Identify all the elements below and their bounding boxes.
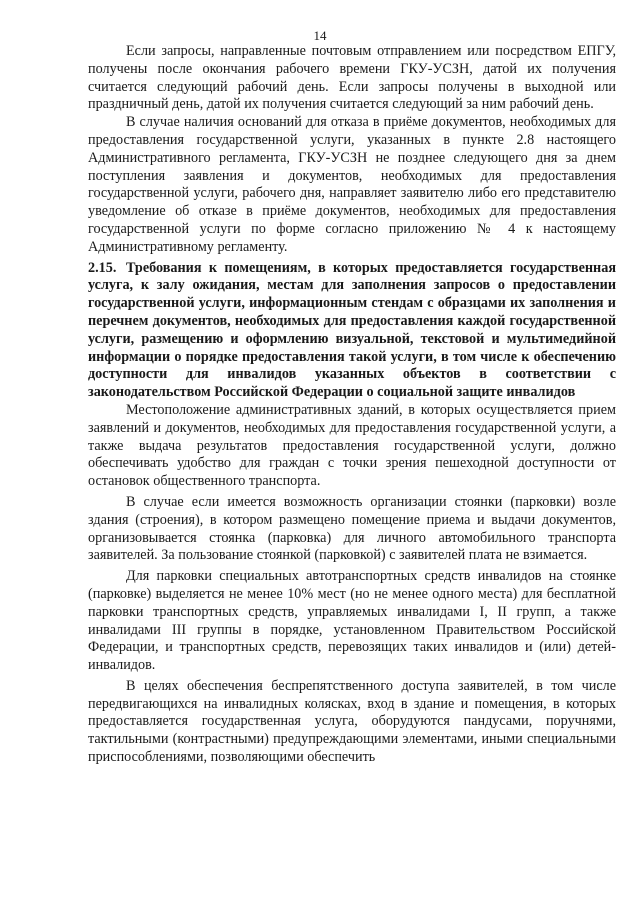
- paragraph-building-location: Местоположение административных зданий, в которых осуществляется прием заявлений и документов, необходимых для предоставления государственной услуги, а также выдача результатов предоставления государственной услуги, должно обеспечивать удобство для граждан с точки зрения пешеходной доступности от остановок общественного транспорта.: [88, 401, 616, 490]
- paragraph-parking: В случае если имеется возможность организации стоянки (парковки) возле здания (строения), в котором размещено помещение приема и выдачи документов, организовывается стоянка (парковка) для личного автомобильного транспорта заявителей. За пользование стоянкой (парковкой) с заявителей плата не взимается.: [88, 493, 616, 564]
- section-heading-2-15: [88, 260, 616, 402]
- paragraph-accessibility: В целях обеспечения беспрепятственного доступа заявителей, в том числе передвигающихся на инвалидных колясках, вход в здание и помещения, в которых предоставляется государственная услуга, оборудуются пандусами, поручнями, тактильными (контрастными) предупреждающими элементами, иными специальными приспособлениями, позволяющими обеспечить: [88, 677, 616, 766]
- section-number: 2.15.: [88, 259, 117, 276]
- paragraph-refusal-notice: В случае наличия оснований для отказа в приёме документов, необходимых для предоставления государственной услуги, указанных в пункте 2.8 настоящего Административного регламента, ГКУ-УСЗН не позднее следующего дня за днем поступления заявления и документов, необходимых для предоставления государственной услуги, рабочего дня, направляет заявителю либо его представителю уведомление об отказе в приёме документов, необходимых для предоставления государственной услуги по форме согласно приложению № 4 к настоящему Административному регламенту.: [88, 114, 616, 255]
- section-heading-text: Требования к помещениям, в которых предоставляется государственная услуга, к залу ожидания, местам для заполнения запросов о предоставлении государственной услуги, информационным стендам с образцами их заполнения и перечнем документов, необходимых для предоставления каждой государственной услуги, размещению и оформлению визуальной, текстовой и мультимедийной информации о порядке предоставления такой услуги, в том числе к обеспечению доступности для инвалидов указанных объектов в соответствии с законодательством Российской Федерации о социальной защите инвалидов: [88, 259, 616, 401]
- paragraph-requests-timing: Если запросы, направленные почтовым отправлением или посредством ЕПГУ, получены после окончания рабочего времени ГКУ-УСЗН, датой их получения считается следующий рабочий день. Если запросы получены в выходной или праздничный день, датой их получения считается следующий за ним рабочий день.: [88, 43, 616, 113]
- page-number: 14: [313, 28, 327, 43]
- page-body: [88, 43, 616, 767]
- paragraph-disabled-parking: Для парковки специальных автотранспортных средств инвалидов на стоянке (парковке) выделяется не менее 10% мест (но не менее одного места) для бесплатной парковки транспортных средств, управляемых инвалидами I, II групп, а также инвалидами III группы в порядке, установленном Правительством Российской Федерации, и транспортных средств, перевозящих таких инвалидов и (или) детей-инвалидов.: [88, 568, 616, 674]
